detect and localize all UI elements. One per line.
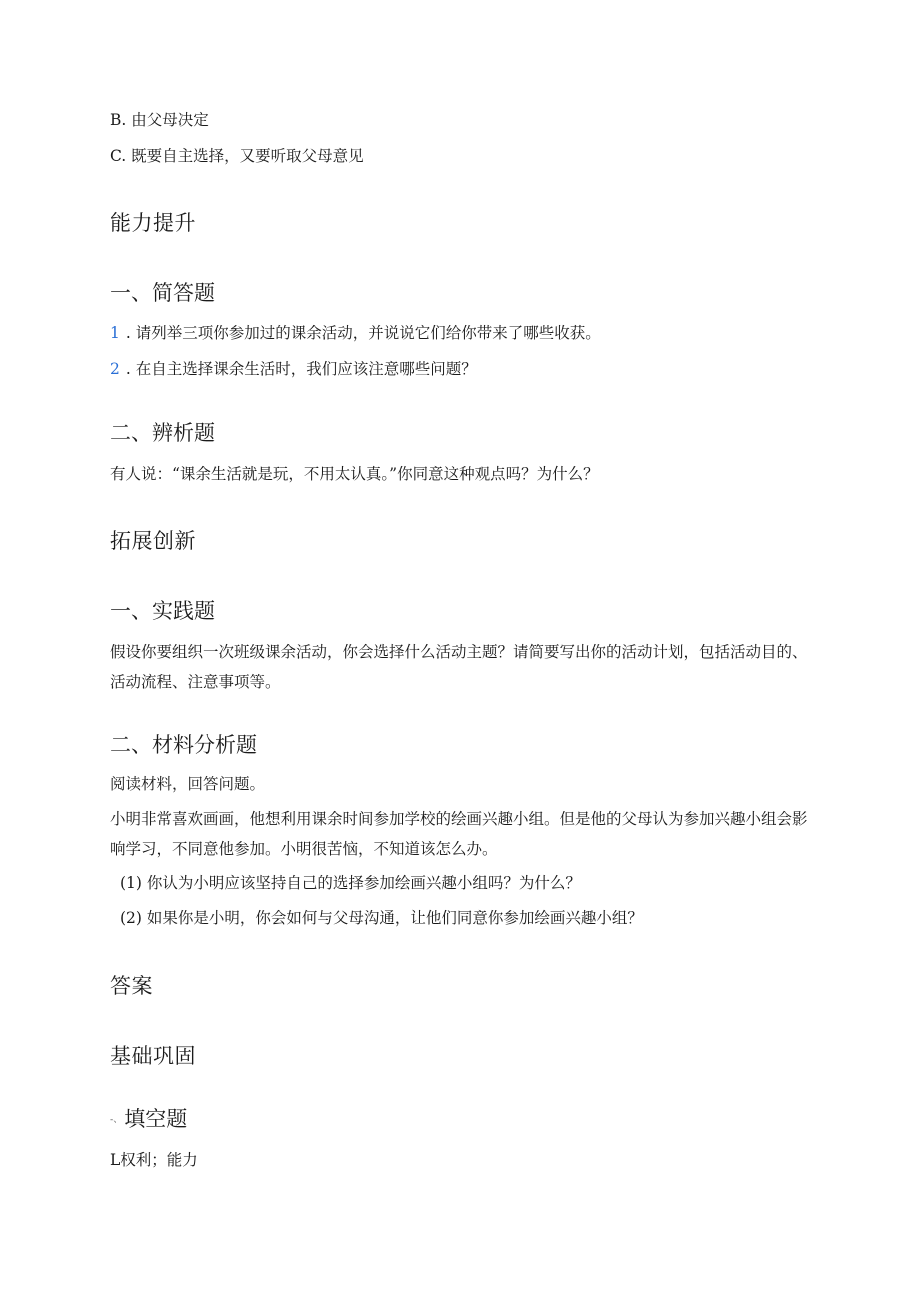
option-c: C. 既要自主选择，又要听取父母意见 bbox=[110, 147, 364, 165]
fill-blank-prefix: -、 bbox=[110, 1115, 123, 1125]
option-b: B. 由父母决定 bbox=[110, 111, 209, 129]
question-1-text: . 请列举三项你参加过的课余活动，并说说它们给你带来了哪些收获。 bbox=[125, 324, 601, 342]
material-intro: 阅读材料，回答问题。 bbox=[110, 775, 266, 793]
heading-short-answer: 一、简答题 bbox=[110, 281, 215, 305]
judge-question: 有人说：“课余生活就是玩，不用太认真。”你同意这种观点吗？为什么？ bbox=[110, 465, 599, 483]
material-passage: 小明非常喜欢画画，他想利用课余时间参加学校的绘画兴趣小组。但是他的父母认为参加兴趣小组会影响学习，不同意他参加。小明很苦恼，不知道该怎么办。 bbox=[110, 810, 808, 858]
heading-judge: 二、辨析题 bbox=[110, 421, 215, 445]
question-2-text: . 在自主选择课余生活时，我们应该注意哪些问题？ bbox=[125, 360, 477, 378]
material-question-1: (1) 你认为小明应该坚持自己的选择参加绘画兴趣小组吗？为什么？ bbox=[120, 874, 581, 892]
fill-blank-answer: L权利；能力 bbox=[110, 1151, 198, 1169]
question-1-number: 1 bbox=[110, 324, 120, 342]
question-2 bbox=[110, 358, 810, 380]
heading-fill-blank bbox=[110, 1105, 187, 1134]
fill-blank-title: 填空题 bbox=[124, 1107, 188, 1131]
section-title-ability: 能力提升 bbox=[110, 211, 196, 235]
practice-question: 假设你要组织一次班级课余活动，你会选择什么活动主题？请简要写出你的活动计划，包括活动目的、活动流程、注意事项等。 bbox=[110, 643, 808, 691]
section-title-basic: 基础巩固 bbox=[110, 1044, 196, 1068]
material-question-2: (2) 如果你是小明，你会如何与父母沟通，让他们同意你参加绘画兴趣小组？ bbox=[120, 909, 643, 927]
heading-material: 二、材料分析题 bbox=[110, 733, 257, 757]
section-title-answers: 答案 bbox=[110, 974, 153, 998]
section-title-extension: 拓展创新 bbox=[110, 529, 196, 553]
question-1 bbox=[110, 322, 810, 344]
heading-practice: 一、实践题 bbox=[110, 599, 215, 623]
question-2-number: 2 bbox=[110, 360, 120, 378]
